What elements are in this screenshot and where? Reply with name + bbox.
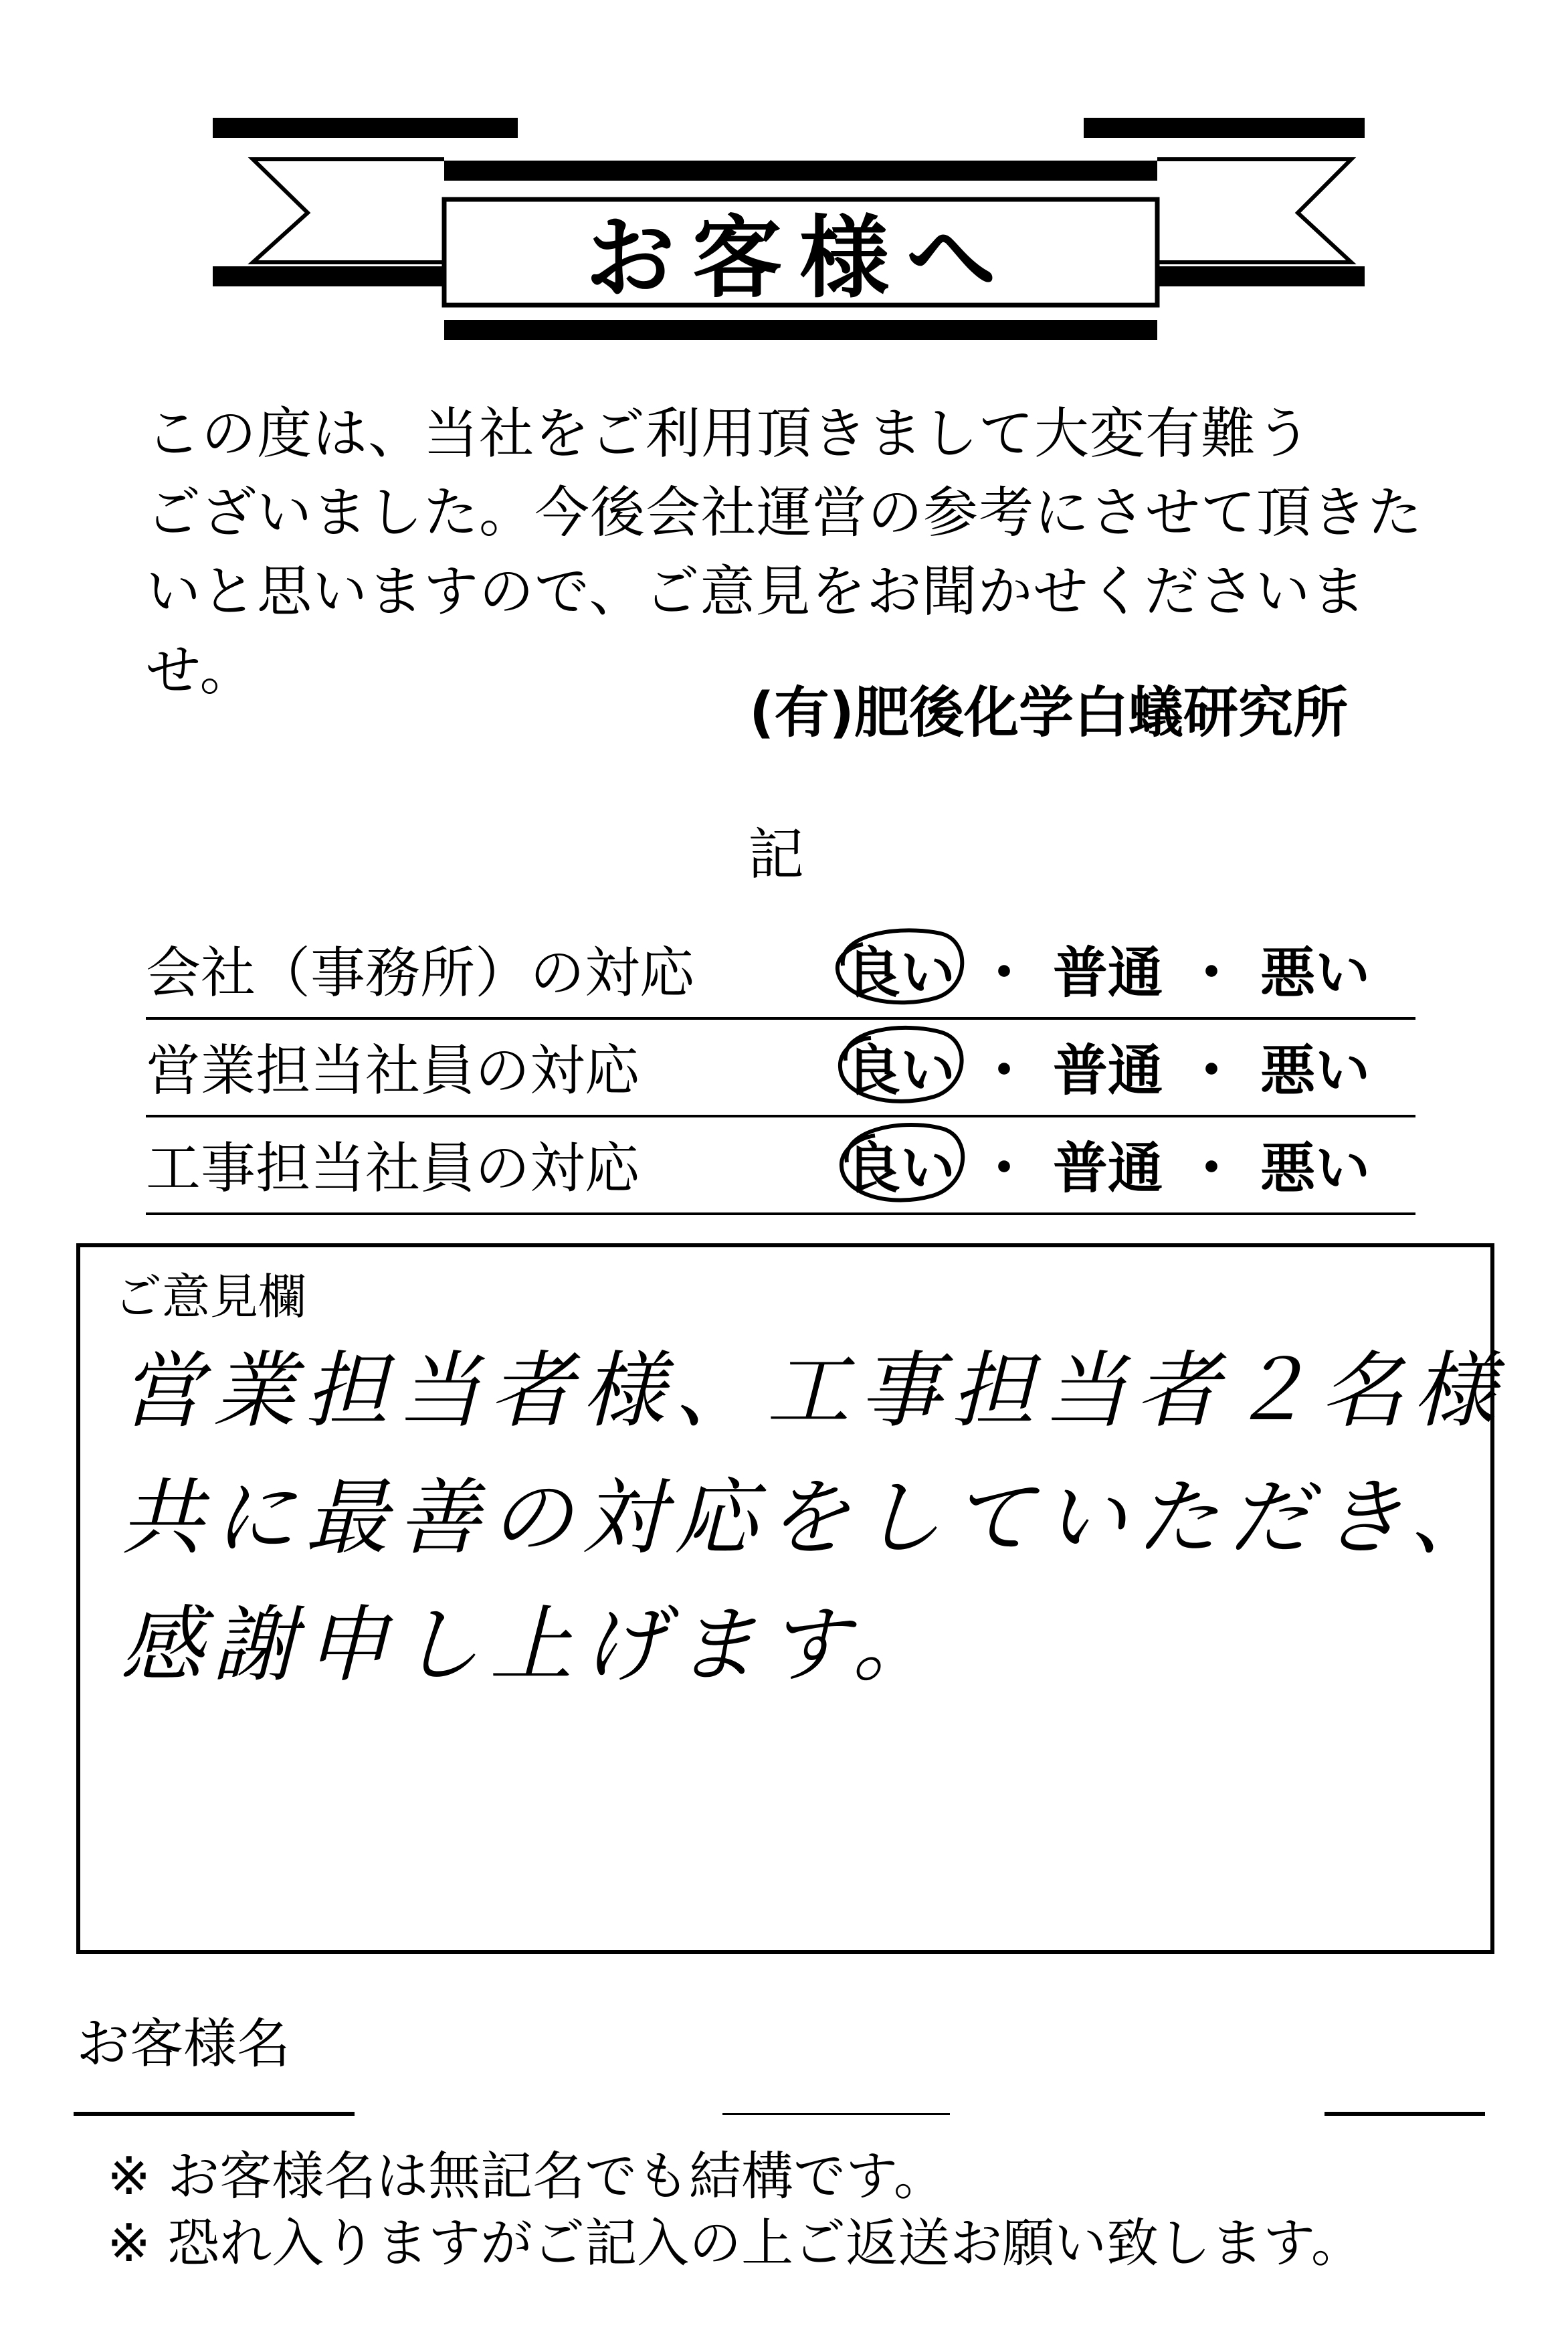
separator: ・ [1184, 941, 1240, 1005]
customer-name-field[interactable] [375, 2034, 1418, 2108]
option-normal[interactable]: 普通 [1053, 1039, 1163, 1103]
handwritten-line: 感謝申し上げます。 [120, 1597, 945, 1694]
rating-label: 会社（事務所）の対応 [146, 941, 695, 1005]
name-underline [74, 2112, 355, 2116]
note-anonymous: ※ お客様名は無記名でも結構です。 [107, 2147, 946, 2207]
handwritten-line: 営業担当者様、工事担当者２名様 [120, 1343, 1506, 1439]
comment-label: ご意見欄 [114, 1269, 307, 1325]
rating-row-construction [146, 1121, 1415, 1215]
rating-options [842, 1125, 1374, 1203]
rating-options [842, 1027, 1374, 1105]
option-good[interactable]: 良い [842, 1125, 959, 1203]
option-normal[interactable]: 普通 [1053, 1137, 1163, 1200]
option-bad[interactable]: 悪い [1260, 941, 1371, 1005]
rating-row-company [146, 926, 1415, 1020]
separator: ・ [977, 1137, 1032, 1200]
name-underline [722, 2113, 950, 2115]
option-normal[interactable]: 普通 [1053, 941, 1163, 1005]
comment-box[interactable] [76, 1243, 1506, 1954]
handwritten-line: 共に最善の対応をしていただき、 [120, 1470, 1502, 1566]
option-bad[interactable]: 悪い [1260, 1137, 1371, 1200]
customer-name-label: お客様名 [76, 2013, 290, 2075]
page-title: お客様へ [585, 205, 1013, 310]
title-banner [0, 0, 1568, 375]
rating-row-sales [146, 1024, 1415, 1117]
row-divider [146, 1017, 1415, 1020]
rating-label: 工事担当社員の対応 [146, 1137, 640, 1200]
note-return: ※ 恐れ入りますがご記入の上ご返送お願い致します。 [107, 2214, 1363, 2274]
separator: ・ [1184, 1039, 1240, 1103]
option-good[interactable]: 良い [842, 1027, 959, 1105]
rating-options [842, 929, 1374, 1008]
option-bad[interactable]: 悪い [1260, 1039, 1371, 1103]
company-name: (有)肥後化学白蟻研究所 [749, 681, 1348, 745]
rating-label: 営業担当社員の対応 [146, 1039, 640, 1103]
intro-line: いと思いますので、ご意見をお聞かせくださいませ。 [146, 560, 1367, 703]
separator: ・ [977, 1039, 1032, 1103]
intro-paragraph [146, 395, 1437, 711]
separator: ・ [977, 941, 1032, 1005]
ki-heading: 記 [748, 822, 805, 887]
name-underline [1325, 2112, 1485, 2116]
separator: ・ [1184, 1137, 1240, 1200]
intro-line: ございました。今後会社運営の参考にさせて頂きた [146, 481, 1424, 545]
handwritten-comment [120, 1328, 1506, 1709]
row-divider [146, 1212, 1415, 1215]
row-divider [146, 1115, 1415, 1117]
option-good[interactable]: 良い [842, 929, 959, 1008]
intro-line: この度は、当社をご利用頂きまして大変有難う [146, 402, 1312, 466]
